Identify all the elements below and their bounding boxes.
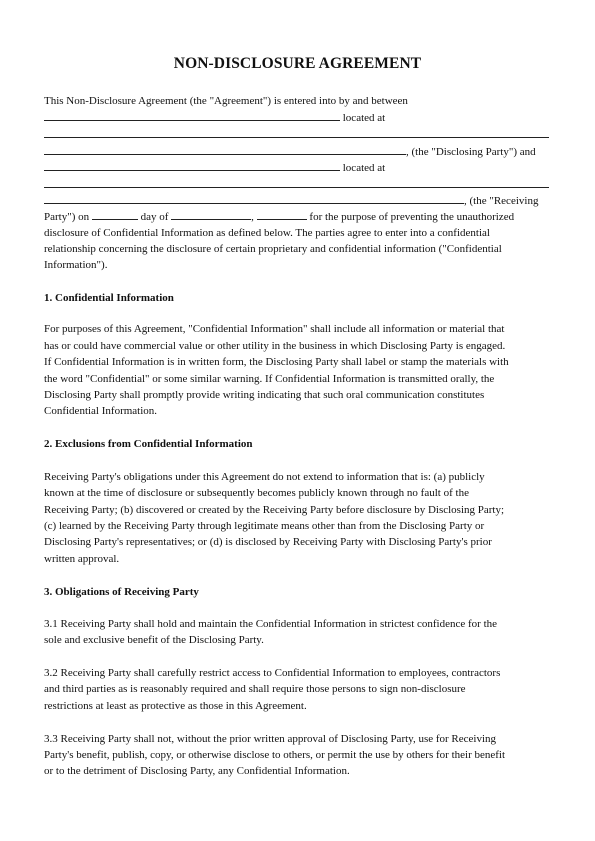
intro-body-line: relationship concerning the disclosure of certain proprietary and confidential information ("Confidential <box>44 243 502 255</box>
section-line: Confidential Information. <box>44 405 158 417</box>
party-two-line <box>44 160 385 175</box>
clause-line: 3.1 Receiving Party shall hold and maintain the Confidential Information in strictest confidence for the <box>44 618 498 630</box>
disclosing-party-line <box>44 144 536 159</box>
section-line: For purposes of this Agreement, "Confidential Information" shall include all information or material that <box>44 323 505 335</box>
party-one-name-blank[interactable] <box>44 110 340 121</box>
receiving-party-tag: , (the "Receiving <box>464 195 539 207</box>
located-at-label: located at <box>342 162 386 174</box>
party-two-name-blank[interactable] <box>44 160 340 171</box>
intro-line: This Non-Disclosure Agreement (the "Agreement") is entered into by and between <box>44 95 408 107</box>
clause-line: or to the detriment of Disclosing Party, any Confidential Information. <box>44 765 350 777</box>
located-at-label: located at <box>342 112 386 124</box>
section-line: the word "Confidential" or some similar warning. If Confidential Information is transmitted orally, the <box>44 373 495 385</box>
day-blank[interactable] <box>92 209 138 220</box>
section-line: Disclosing Party shall promptly provide writing indicating that such oral communication constitutes <box>44 389 485 401</box>
section-line: has or could have commercial value or other utility in the business in which Disclosing Party is engaged. <box>44 340 506 352</box>
party-on-text: Party") on <box>44 211 90 223</box>
comma-text: , <box>251 211 254 223</box>
section-heading: 3. Obligations of Receiving Party <box>44 586 199 598</box>
section-line: Receiving Party; (b) discovered or created by the Receiving Party before disclosure by Disclosing Party; <box>44 504 505 516</box>
clause-line: sole and exclusive benefit of the Disclosing Party. <box>44 634 264 646</box>
section-line: (c) learned by the Receiving Party through legitimate means other than from the Disclosing Party or <box>44 520 485 532</box>
section-line: Disclosing Party's representatives; or (d) is disclosed by Receiving Party with Disclosing Party's prior <box>44 536 492 548</box>
year-blank[interactable] <box>257 209 307 220</box>
party-one-address-blank[interactable] <box>44 137 549 138</box>
section-line: written approval. <box>44 553 120 565</box>
disclosing-party-tag: , (the "Disclosing Party") and <box>406 146 536 158</box>
section-heading: 1. Confidential Information <box>44 292 174 304</box>
section-line: If Confidential Information is in written form, the Disclosing Party shall label or stamp the materials with <box>44 356 509 368</box>
date-line <box>44 209 514 224</box>
clause-line: Party's benefit, publish, copy, or otherwise disclose to others, or permit the use by others for their benefit <box>44 749 506 761</box>
intro-body-line: disclosure of Confidential Information as defined below. The parties agree to enter into a confidential <box>44 227 490 239</box>
month-blank[interactable] <box>171 209 251 220</box>
party-two-address-blank-2[interactable] <box>44 193 464 204</box>
day-of-text: day of <box>140 211 169 223</box>
section-heading: 2. Exclusions from Confidential Information <box>44 438 253 450</box>
clause-line: and third parties as is reasonably required and shall require those persons to sign non-disclosure <box>44 683 466 695</box>
clause-line: 3.2 Receiving Party shall carefully restrict access to Confidential Information to employees, contractors <box>44 667 501 679</box>
party-two-address-blank[interactable] <box>44 187 549 188</box>
receiving-party-line <box>44 193 538 208</box>
party-one-line <box>44 110 385 125</box>
section-line: known at the time of disclosure or subsequently becomes publicly known through no fault of the <box>44 487 469 499</box>
section-line: Receiving Party's obligations under this Agreement do not extend to information that is: (a) publicly <box>44 471 485 483</box>
purpose-text: for the purpose of preventing the unauthorized <box>309 211 515 223</box>
intro-body-line: Information"). <box>44 259 108 271</box>
clause-line: 3.3 Receiving Party shall not, without the prior written approval of Disclosing Party, use for Receiving <box>44 733 497 745</box>
clause-line: restrictions at least as protective as those in this Agreement. <box>44 700 307 712</box>
party-one-address-blank-2[interactable] <box>44 144 406 155</box>
document-title: NON-DISCLOSURE AGREEMENT <box>173 55 422 72</box>
